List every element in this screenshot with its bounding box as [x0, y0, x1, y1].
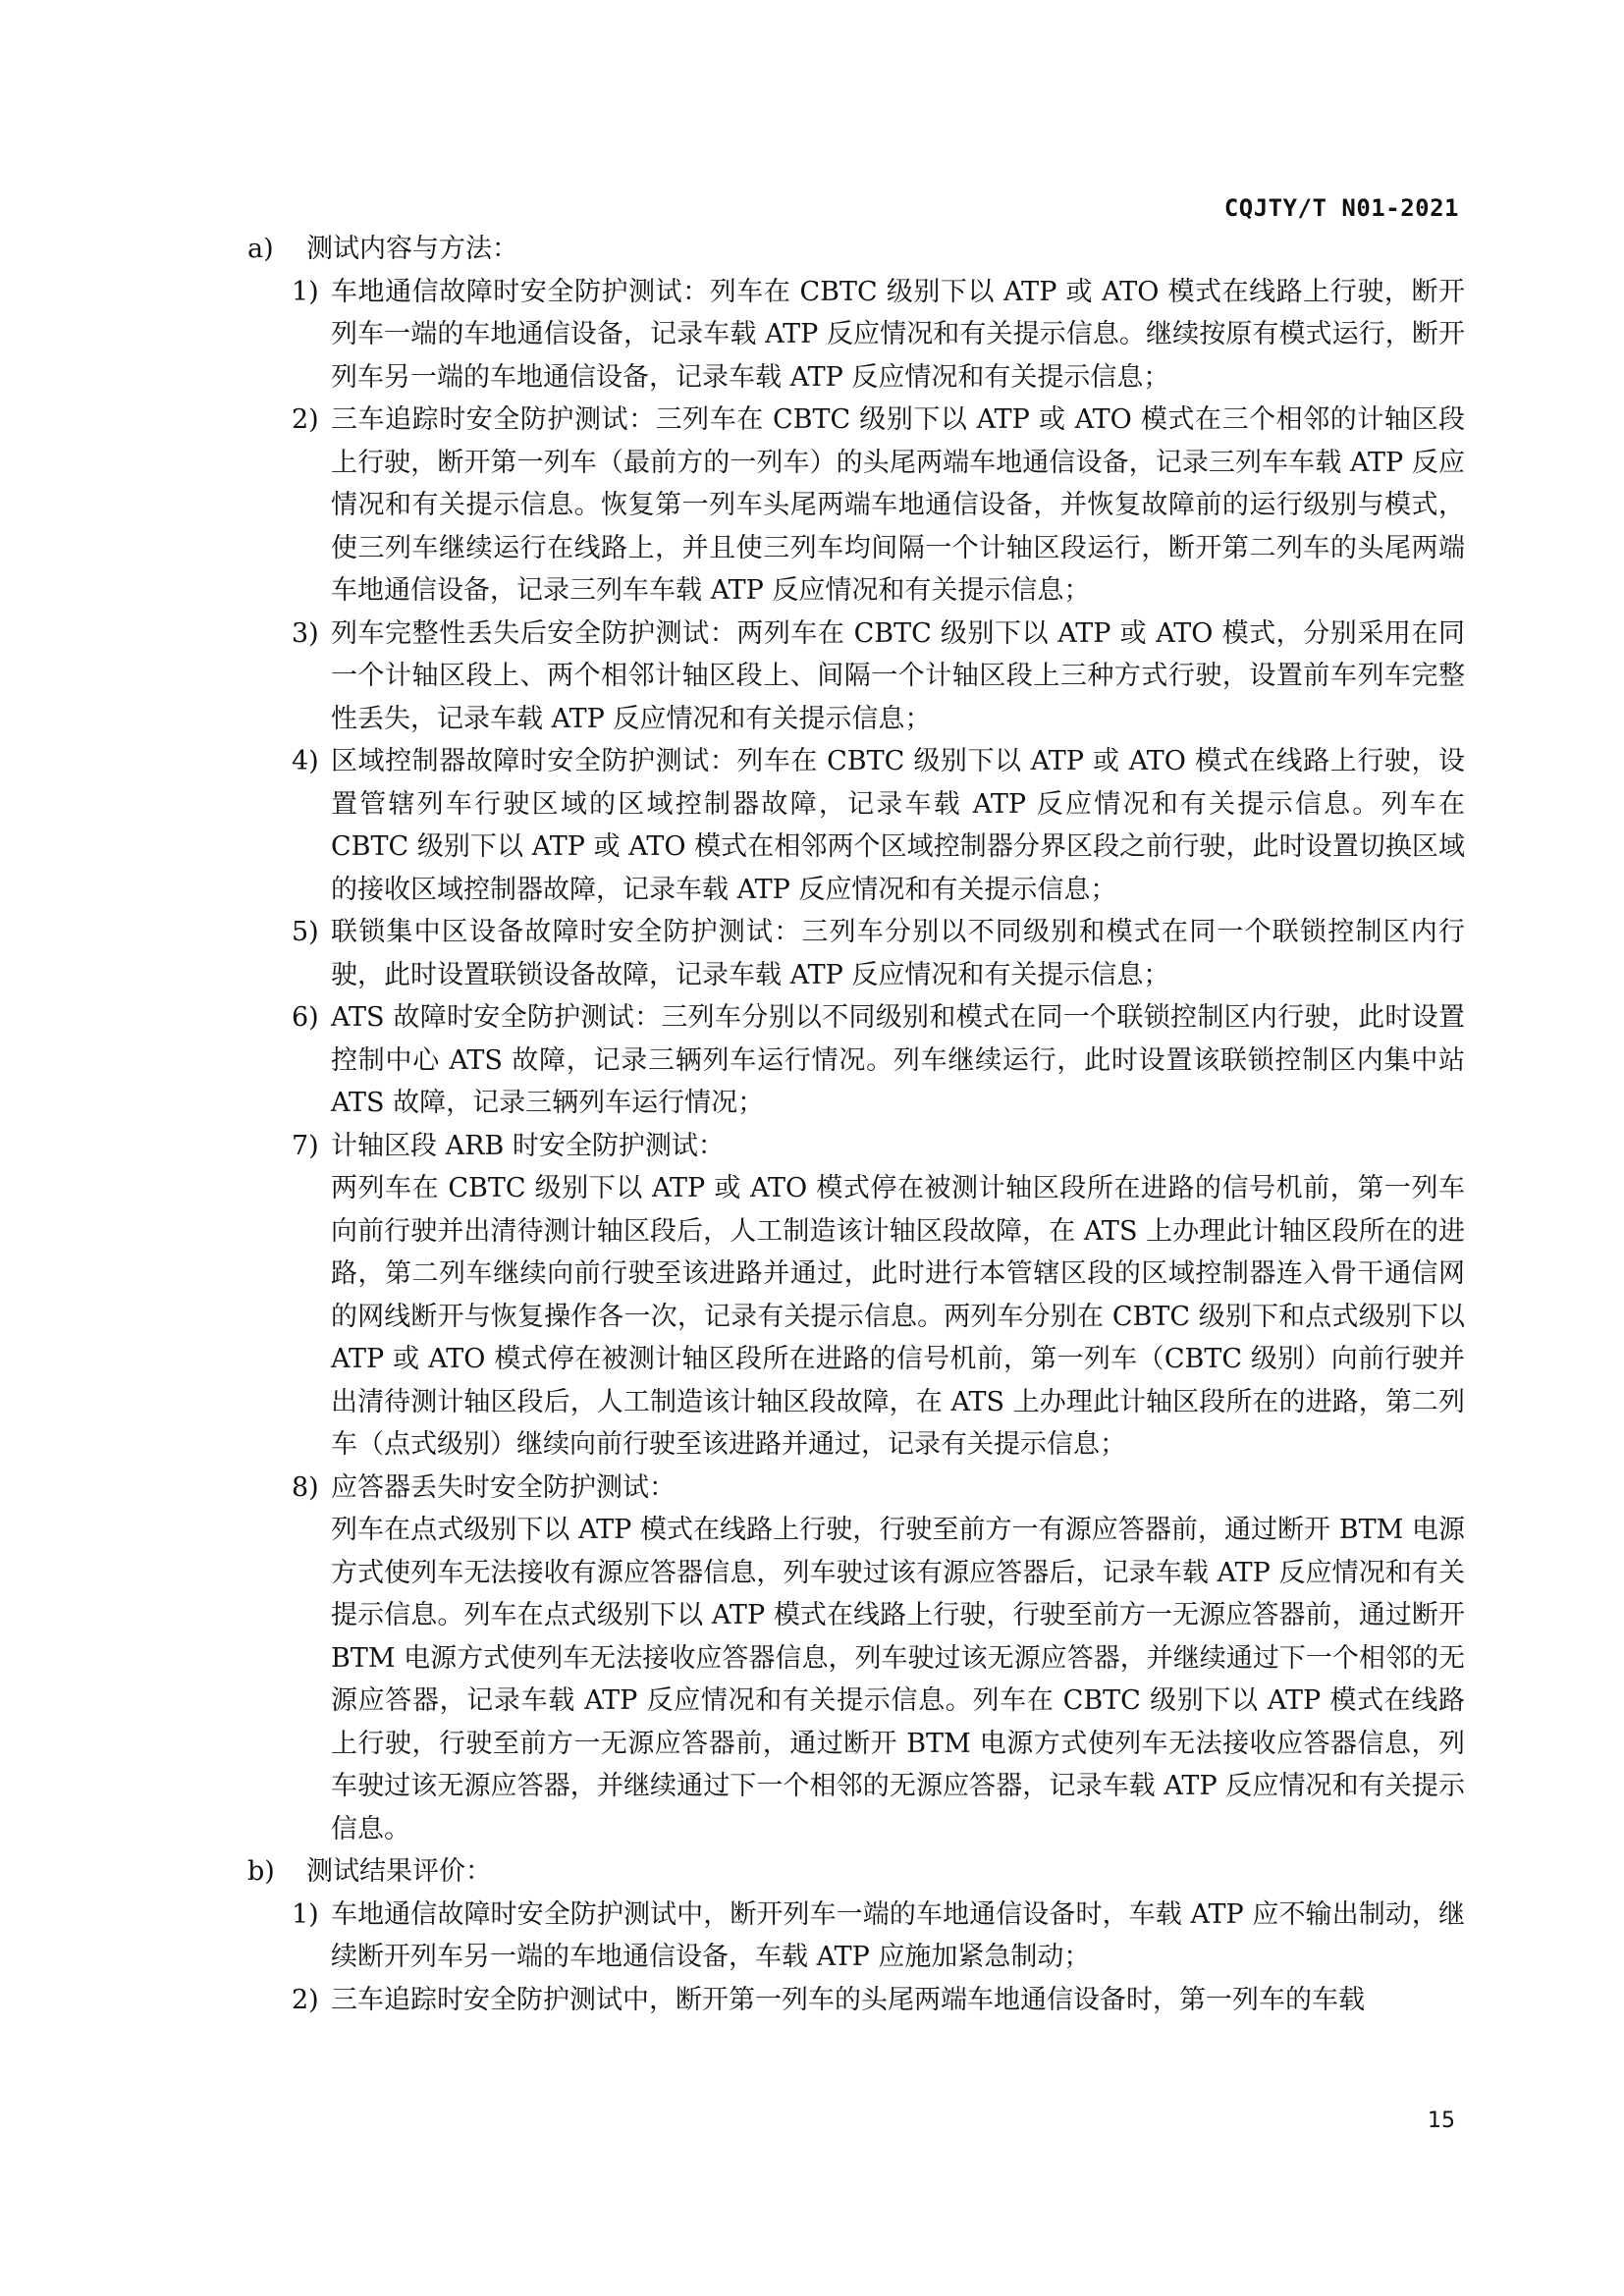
item-text: 联锁集中区设备故障时安全防护测试：三列车分别以不同级别和模式在同一个联锁控制区内行驶，此时设置联锁设备故障，记录车载 ATP 反应情况和有关提示信息； — [331, 917, 1465, 990]
item-number: 4) — [292, 746, 319, 776]
item-paragraph: 两列车在 CBTC 级别下以 ATP 或 ATO 模式停在被测计轴区段所在进路的信号机前，第一列车向前行驶并出清待测计轴区段后，人工制造该计轴区段故障，在 ATS 上办理此计轴区段所在的进路，第二列车继续向前行驶至该进路并通过，此时进行本管辖区段的区域控制器连入骨干通信网的网线断开与恢复操作各一次，记录有关提示信息。两列车分别在 CBTC 级别下和点式级别下以 ATP 或 ATO 模式停在被测计轴区段所在进路的信号机前，第一列车（CBTC 级别）向前行驶并出清待测计轴区段后，人工制造该计轴区段故障，在 ATS 上办理此计轴区段所在的进路，第二列车（点式级别）继续向前行驶至该进路并通过，记录有关提示信息； — [331, 1173, 1465, 1460]
page-number: 15 — [1428, 2109, 1455, 2133]
list-item — [292, 911, 1465, 996]
item-text: 车地通信故障时安全防护测试：列车在 CBTC 级别下以 ATP 或 ATO 模式在线路上行驶，断开列车一端的车地通信设备，记录车载 ATP 反应情况和有关提示信息。继续按原有模式运行，断开列车另一端的车地通信设备，记录车载 ATP 反应情况和有关提示信息； — [331, 276, 1465, 393]
section-title: 测试结果评价： — [306, 1856, 492, 1887]
list-item — [292, 1467, 1465, 1510]
item-number: 2) — [292, 1984, 319, 2015]
item-number: 1) — [292, 276, 319, 307]
item-text: 计轴区段 ARB 时安全防护测试： — [331, 1130, 725, 1161]
list-item — [292, 399, 1465, 613]
section-a-heading — [247, 228, 1465, 271]
item-text: 列车完整性丢失后安全防护测试：两列车在 CBTC 级别下以 ATP 或 ATO 模式，分别采用在同一个计轴区段上、两个相邻计轴区段上、间隔一个计轴区段上三种方式行驶，设置前车列车完整性丢失，记录车载 ATP 反应情况和有关提示信息； — [331, 617, 1465, 734]
list-item — [292, 613, 1465, 741]
item-text: 三车追踪时安全防护测试中，断开第一列车的头尾两端车地通信设备时，第一列车的车载 — [331, 1984, 1365, 2015]
section-letter: b) — [247, 1856, 275, 1887]
item-number: 8) — [292, 1471, 319, 1503]
document-code: CQJTY/T N01-2021 — [1223, 194, 1459, 222]
list-item — [292, 740, 1465, 911]
document-body — [247, 228, 1465, 2021]
item-number: 5) — [292, 917, 319, 947]
list-item — [292, 996, 1465, 1125]
item-text: 三车追踪时安全防护测试：三列车在 CBTC 级别下以 ATP 或 ATO 模式在三个相邻的计轴区段上行驶，断开第一列车（最前方的一列车）的头尾两端车地通信设备，记录三列车车载 ATP 反应情况和有关提示信息。恢复第一列车头尾两端车地通信设备，并恢复故障前的运行级别与模式，使三列车继续运行在线路上，并且使三列车均间隔一个计轴区段运行，断开第二列车的头尾两端车地通信设备，记录三列车车载 ATP 反应情况和有关提示信息； — [331, 404, 1465, 606]
section-letter: a) — [247, 234, 274, 264]
item-number: 2) — [292, 404, 319, 435]
item-text: 车地通信故障时安全防护测试中，断开列车一端的车地通信设备时，车载 ATP 应不输出制动，继续断开列车另一端的车地通信设备，车载 ATP 应施加紧急制动； — [331, 1898, 1465, 1972]
list-item — [292, 1125, 1465, 1168]
item-number: 1) — [292, 1898, 319, 1930]
item-number: 3) — [292, 617, 319, 649]
item-text: 区域控制器故障时安全防护测试：列车在 CBTC 级别下以 ATP 或 ATO 模式在线路上行驶，设置管辖列车行驶区域的区域控制器故障，记录车载 ATP 反应情况和有关提示信息。列车在 CBTC 级别下以 ATP 或 ATO 模式在相邻两个区域控制器分界区段之前行驶，此时设置切换区域的接收区域控制器故障，记录车载 ATP 反应情况和有关提示信息； — [331, 746, 1465, 905]
list-item — [292, 1979, 1465, 2022]
item-number: 6) — [292, 1002, 319, 1033]
list-item — [292, 271, 1465, 400]
item-number: 7) — [292, 1130, 319, 1161]
section-title: 测试内容与方法： — [306, 234, 518, 264]
list-item — [292, 1894, 1465, 1979]
item-paragraph: 列车在点式级别下以 ATP 模式在线路上行驶，行驶至前方一有源应答器前，通过断开 BTM 电源方式使列车无法接收有源应答器信息，列车驶过该有源应答器后，记录车载 ATP 反应情况和有关提示信息。列车在点式级别下以 ATP 模式在线路上行驶，行驶至前方一无源应答器前，通过断开 BTM 电源方式使列车无法接收应答器信息，列车驶过该无源应答器，并继续通过下一个相邻的无源应答器，记录车载 ATP 反应情况和有关提示信息。列车在 CBTC 级别下以 ATP 模式在线路上行驶，行驶至前方一无源应答器前，通过断开 BTM 电源方式使列车无法接收应答器信息，列车驶过该无源应答器，并继续通过下一个相邻的无源应答器，记录车载 ATP 反应情况和有关提示信息。 — [331, 1515, 1465, 1844]
item-text: 应答器丢失时安全防护测试： — [331, 1471, 676, 1503]
item-text: ATS 故障时安全防护测试：三列车分别以不同级别和模式在同一个联锁控制区内行驶，此时设置控制中心 ATS 故障，记录三辆列车运行情况。列车继续运行，此时设置该联锁控制区内集中站 ATS 故障，记录三辆列车运行情况； — [331, 1002, 1465, 1118]
section-b-heading — [247, 1850, 1465, 1894]
